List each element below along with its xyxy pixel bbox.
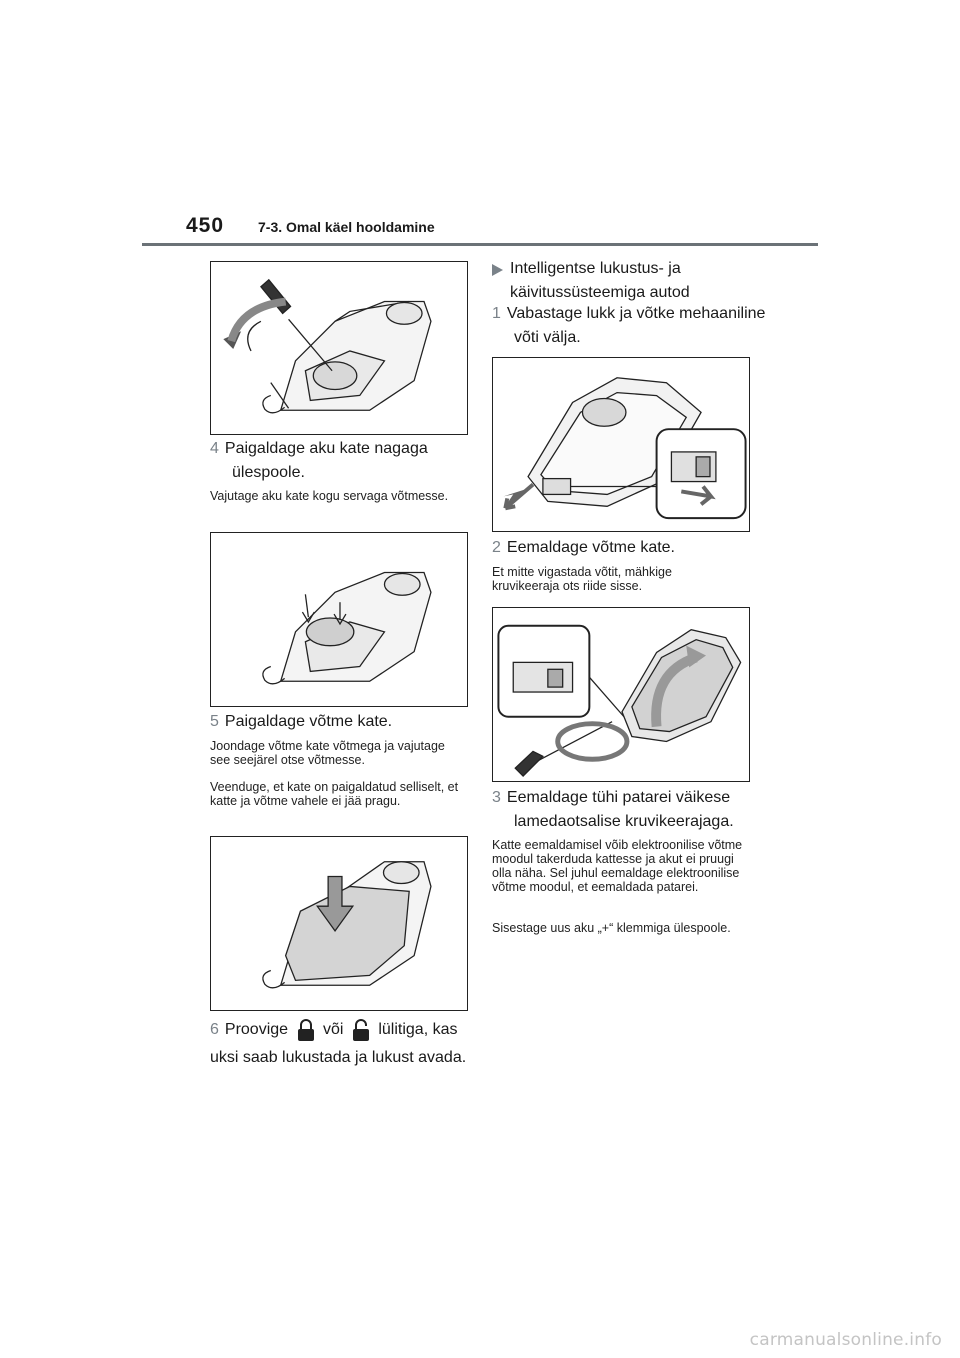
figure-key-cover — [210, 836, 468, 1011]
heading-text: Intelligentse lukustus- ja käivitussüsteemiga autod — [510, 260, 690, 301]
watermark: carmanualsonline.info — [749, 1330, 942, 1350]
note-step-3a: Katte eemaldamisel võib elektroonilise võtme moodul takerduda kattesse ja akut ei pruugi olla näha. Sel juhul eemaldage elektroonilise võtme moodul, et eemaldada patarei. — [492, 838, 743, 894]
lock-icon — [296, 1018, 316, 1042]
step-6 — [210, 1016, 472, 1072]
step-5 — [210, 710, 490, 734]
step-text: Paigaldage võtme kate. — [224, 713, 393, 730]
figure-screwdriver-battery — [210, 261, 468, 435]
step-3 — [492, 786, 776, 834]
section-heading-smart-key — [492, 257, 750, 305]
step-number: 5 — [210, 713, 219, 730]
section-title: 7-3. Omal käel hooldamine — [258, 219, 435, 235]
step-text: Paigaldage aku kate nagaga ülespoole. — [224, 440, 428, 481]
note-step-5b: Veenduge, et kate on paigaldatud selliselt, et katte ja võtme vahele ei jää pragu. — [210, 780, 459, 808]
step-number: 6 — [210, 1021, 219, 1038]
step-number: 2 — [492, 539, 501, 556]
figure-remove-cover — [492, 607, 750, 782]
figure-battery-cover — [210, 532, 468, 707]
unlock-icon — [351, 1018, 371, 1042]
note-step-2: Et mitte vigastada võtit, mähkige kruvikeeraja ots riide sisse. — [492, 565, 672, 593]
figure-mechanical-key — [492, 357, 750, 532]
step-text-part1: Proovige — [224, 1021, 289, 1038]
header-divider — [142, 243, 818, 246]
triangle-bullet-icon — [492, 264, 503, 276]
step-number: 4 — [210, 440, 219, 457]
step-text: Vabastage lukk ja võtke mehaaniline võti välja. — [506, 305, 766, 346]
page-number: 450 — [186, 214, 225, 237]
step-text: Eemaldage võtme kate. — [506, 539, 675, 556]
note-step-5a: Joondage võtme kate võtmega ja vajutage see seejärel otse võtmesse. — [210, 739, 445, 767]
note-step-4: Vajutage aku kate kogu servaga võtmesse. — [210, 489, 449, 503]
step-text: Eemaldage tühi patarei väikese lamedaotsalise kruvikeerajaga. — [506, 789, 734, 830]
step-1 — [492, 302, 772, 350]
step-text-part3: lülitiga, kas uksi saab lukustada ja lukust avada. — [210, 1021, 467, 1066]
step-4 — [210, 437, 490, 485]
step-number: 1 — [492, 305, 501, 322]
note-step-3b: Sisestage uus aku „+“ klemmiga ülespoole. — [492, 921, 731, 935]
step-number: 3 — [492, 789, 501, 806]
step-2 — [492, 536, 772, 560]
step-text-part2: või — [322, 1021, 344, 1038]
